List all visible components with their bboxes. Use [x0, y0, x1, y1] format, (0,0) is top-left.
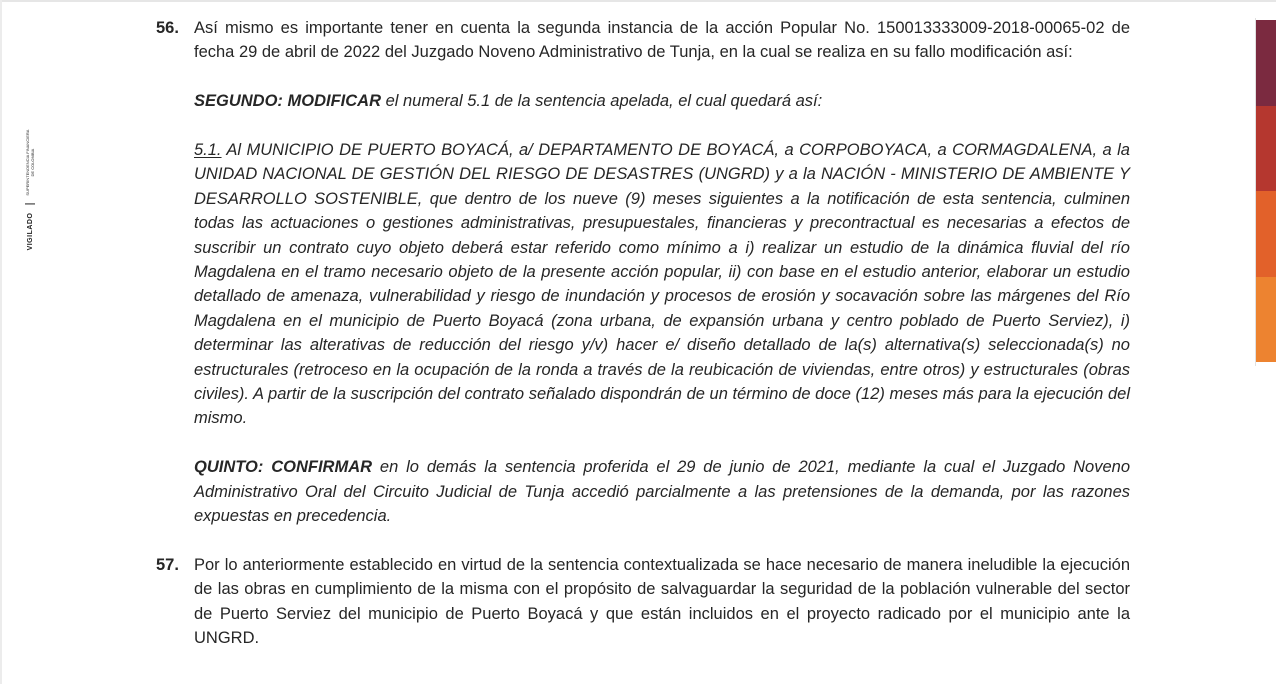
vigilado-seal [10, 120, 50, 260]
document-body [150, 16, 1130, 651]
quote-heading: QUINTO: CONFIRMAR [194, 458, 373, 477]
vigilado-label: VIGILADO [26, 212, 34, 251]
quote-item-5-1 [150, 138, 1130, 431]
page-left-edge [0, 0, 2, 684]
quote-heading: SEGUNDO: MODIFICAR [194, 92, 381, 111]
color-band-segment [1256, 20, 1276, 106]
paragraph-text: Por lo anteriormente establecido en virtud de la sentencia contextualizada se hace necesario de manera ineludible la ejecución de las obras en cumplimiento de la misma con el propósito de salvaguardar la seguridad de la población vulnerable del sector de Puerto Serviez del municipio de Puerto Boyacá y que están incluidos en el proyecto radicado por el municipio ante la UNGRD. [194, 555, 1130, 648]
quote-text: el numeral 5.1 de la sentencia apelada, el cual quedará así: [381, 92, 823, 111]
color-band-segment [1256, 191, 1276, 277]
page-top-edge [0, 0, 1276, 2]
quote-segundo [150, 89, 1130, 113]
superintendencia-line-1: SUPERINTENDENCIA FINANCIERA [25, 129, 30, 196]
superintendencia-label [25, 130, 35, 196]
paragraph-number: 57. [156, 555, 179, 574]
quote-item-number: 5.1. [194, 141, 222, 159]
seal-divider [25, 204, 35, 205]
quote-text: en lo demás la sentencia proferida el 29 de junio de 2021, mediante la cual el Juzgado Noveno Administrativo Oral del Circuito Judicial de Tunja accedió parcialmente a las pretensiones de la demanda, por las razones expuestas en precedencia. [194, 458, 1130, 526]
decorative-color-band [1256, 20, 1276, 362]
quote-quinto [150, 455, 1130, 528]
paragraph-57 [150, 553, 1130, 651]
superintendencia-line-2: DE COLOMBIA [30, 148, 35, 177]
paragraph-number: 56. [156, 19, 179, 37]
paragraph-text: Así mismo es importante tener en cuenta la segunda instancia de la acción Popular No. 150013333009-2018-00065-02 de fecha 29 de abril de 2022 del Juzgado Noveno Administrativo de Tunja, en la cual se realiza en su fallo modificación así: [194, 19, 1130, 62]
color-band-segment [1256, 106, 1276, 192]
color-band-segment [1256, 277, 1276, 363]
paragraph-56 [150, 16, 1130, 65]
quote-text: Al MUNICIPIO DE PUERTO BOYACÁ, a/ DEPARTAMENTO DE BOYACÁ, a CORPOBOYACA, a CORMAGDALENA, a la UNIDAD NACIONAL DE GESTIÓN DEL RIESGO DE DESASTRES (UNGRD) y a la NACIÓN - MINISTERIO DE AMBIENTE Y DESARROLLO SOSTENIBLE, que dentro de los nueve (9) meses siguientes a la notificación de esta sentencia, culminen todas las actuaciones o gestiones administrativas, presupuestales, financieras y precontractual es necesarias a efectos de suscribir un contrato cuyo objeto deberá estar referido como mínimo a i) realizar un estudio de la dinámica fluvial del río Magdalena en el tramo necesario objeto de la presente acción popular, ii) con base en el estudio anterior, elaborar un estudio detallado de amenaza, vulnerabilidad y riesgo de inundación y procesos de erosión y socavación sobre las márgenes del Río Magdalena en el municipio de Puerto Boyacá (zona urbana, de expansión urbana y centro poblado de Puerto Serviez), i) determinar las alterativas de reducción del riesgo y/v) hacer e/ diseño detallado de la(s) alternativa(s) seleccionada(s) no estructurales (retroceso en la ocupación de la ronda a través de la reubicación de viviendas, entre otros) y estructurales (obras civiles). A partir de la suscripción del contrato señalado dispondrán de un término de doce (12) meses más para la ejecución del mismo. [194, 141, 1130, 428]
